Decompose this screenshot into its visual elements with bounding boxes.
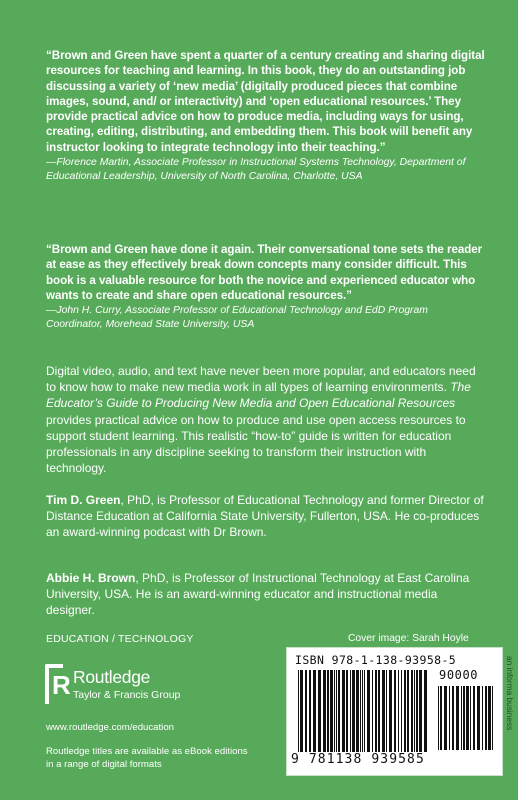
author-2-name: Abbie H. Brown — [46, 571, 136, 585]
barcode-bar — [407, 670, 409, 752]
publisher-group: Taylor & Francis Group — [73, 689, 181, 701]
barcode-bar — [338, 670, 340, 752]
ebook-note: Routledge titles are available as eBook editions in a range of digital formats — [46, 746, 248, 770]
author-1-name: Tim D. Green — [46, 493, 121, 507]
barcode — [286, 647, 503, 776]
book-title: The Educator’s Guide to Producing New Media and Open Educational Resources — [46, 380, 471, 411]
isbn-number: ISBN 978-1-138-93958-5 — [295, 653, 457, 667]
barcode-bar — [300, 670, 303, 752]
barcode-bar — [477, 686, 480, 750]
review-2-attribution: —John H. Curry, Associate Professor of Educational Technology and EdD Program Coordinator, Morehead State University, USA — [46, 305, 428, 331]
barcode-bar — [346, 670, 348, 752]
barcode-bar — [318, 670, 321, 752]
barcode-bar — [305, 670, 307, 752]
barcode-digits: 9 781138 939585 — [291, 752, 425, 767]
author-bio-2 — [46, 570, 486, 619]
barcode-bar — [367, 670, 370, 752]
ean-barcode-bars — [297, 670, 429, 752]
barcode-bar — [404, 670, 406, 752]
barcode-bar — [330, 670, 333, 752]
barcode-bar — [323, 670, 326, 752]
barcode-bar — [334, 670, 335, 752]
author-1-bio: , PhD, is Professor of Educational Technology and former Director of Distance Education at California State University, Fullerton, USA. He co-produces an award-winning podcast with Dr Brown. — [46, 493, 484, 540]
subject-category: EDUCATION / TECHNOLOGY — [46, 633, 194, 645]
barcode-bar — [327, 670, 329, 752]
barcode-bar — [485, 686, 487, 750]
book-description — [46, 363, 486, 476]
barcode-bar — [492, 686, 493, 750]
author-2-bio: , PhD, is Professor of Instructional Technology at East Carolina University, USA. He is an award-winning educator and instructional media designer. — [46, 571, 470, 618]
price-code: 90000 — [439, 668, 479, 682]
barcode-bar — [438, 686, 439, 750]
barcode-bar — [389, 670, 392, 752]
barcode-bar — [360, 670, 361, 752]
barcode-bar — [386, 670, 387, 752]
barcode-bar — [482, 686, 483, 750]
addon-barcode-bars — [437, 686, 495, 750]
barcode-bar — [470, 686, 471, 750]
barcode-bar — [375, 670, 377, 752]
description-intro: Digital video, audio, and text have never been more popular, and educators need to know how to make new media work in all types of learning environments. — [46, 364, 476, 395]
barcode-bar — [298, 670, 299, 752]
barcode-bar — [309, 670, 311, 752]
barcode-bar — [444, 686, 447, 750]
review-1 — [46, 48, 486, 184]
barcode-bar — [378, 670, 380, 752]
barcode-bar — [362, 670, 363, 752]
barcode-bar — [416, 670, 418, 752]
publisher-name: Routledge — [73, 667, 151, 687]
review-1-attribution: —Florence Martin, Associate Professor in Instructional Systems Technology, Department of Educational Leadership, University of North Carolina, Charlotte, USA — [46, 157, 466, 183]
barcode-bar — [364, 670, 365, 752]
barcode-bar — [350, 670, 351, 752]
barcode-bar — [488, 686, 491, 750]
description-rest: provides practical advice on how to produce and use open access resources to support student learning. This realistic “how-to” guide is written for education professionals in any discipline seeking to transform their instruction with technology. — [46, 412, 466, 476]
barcode-bar — [452, 686, 454, 750]
review-1-quote: “Brown and Green have spent a quarter of a century creating and sharing digital resources for teaching and learning. In this book, they do an outstanding job discussing a variety of ‘new media’ (digitally produced pieces that combine images, sound, and/ or interactivity) and ‘open educational resources.’ They provide practical advice on how to produce media, including ways for using, creating, editing, distributing, and embedding them. This book will benefit any instructor looking to integrate technology into their teaching.” — [46, 49, 485, 154]
barcode-bar — [394, 670, 396, 752]
author-bio-1 — [46, 492, 486, 541]
cover-credit: Cover image: Sarah Hoyle — [348, 633, 469, 644]
barcode-bar — [449, 686, 450, 750]
review-2-quote: “Brown and Green have done it again. Their conversational tone sets the reader at ease as they effectively break down concepts many consider difficult. This book is a valuable resource for both the novice and experienced educator who wants to create and share open educational resources.” — [46, 243, 483, 302]
barcode-bar — [336, 670, 337, 752]
barcode-bar — [414, 670, 415, 752]
barcode-bar — [342, 670, 345, 752]
barcode-bar — [401, 670, 402, 752]
barcode-bar — [466, 686, 469, 750]
barcode-bar — [419, 670, 422, 752]
barcode-bar — [352, 670, 355, 752]
barcode-bar — [382, 670, 385, 752]
barcode-bar — [440, 686, 442, 750]
routledge-mark-icon: R — [45, 664, 63, 704]
barcode-bar — [372, 670, 373, 752]
barcode-bar — [456, 686, 459, 750]
review-2 — [46, 242, 486, 333]
barcode-bar — [463, 686, 465, 750]
barcode-bar — [411, 670, 413, 752]
informa-tagline: an informa business — [505, 656, 515, 731]
barcode-bar — [313, 670, 316, 752]
publisher-logo — [45, 664, 215, 708]
barcode-bar — [424, 670, 427, 752]
barcode-bar — [356, 670, 359, 752]
publisher-url[interactable]: www.routledge.com/education — [46, 722, 174, 733]
barcode-bar — [461, 686, 462, 750]
barcode-bar — [473, 686, 475, 750]
barcode-bar — [398, 670, 399, 752]
